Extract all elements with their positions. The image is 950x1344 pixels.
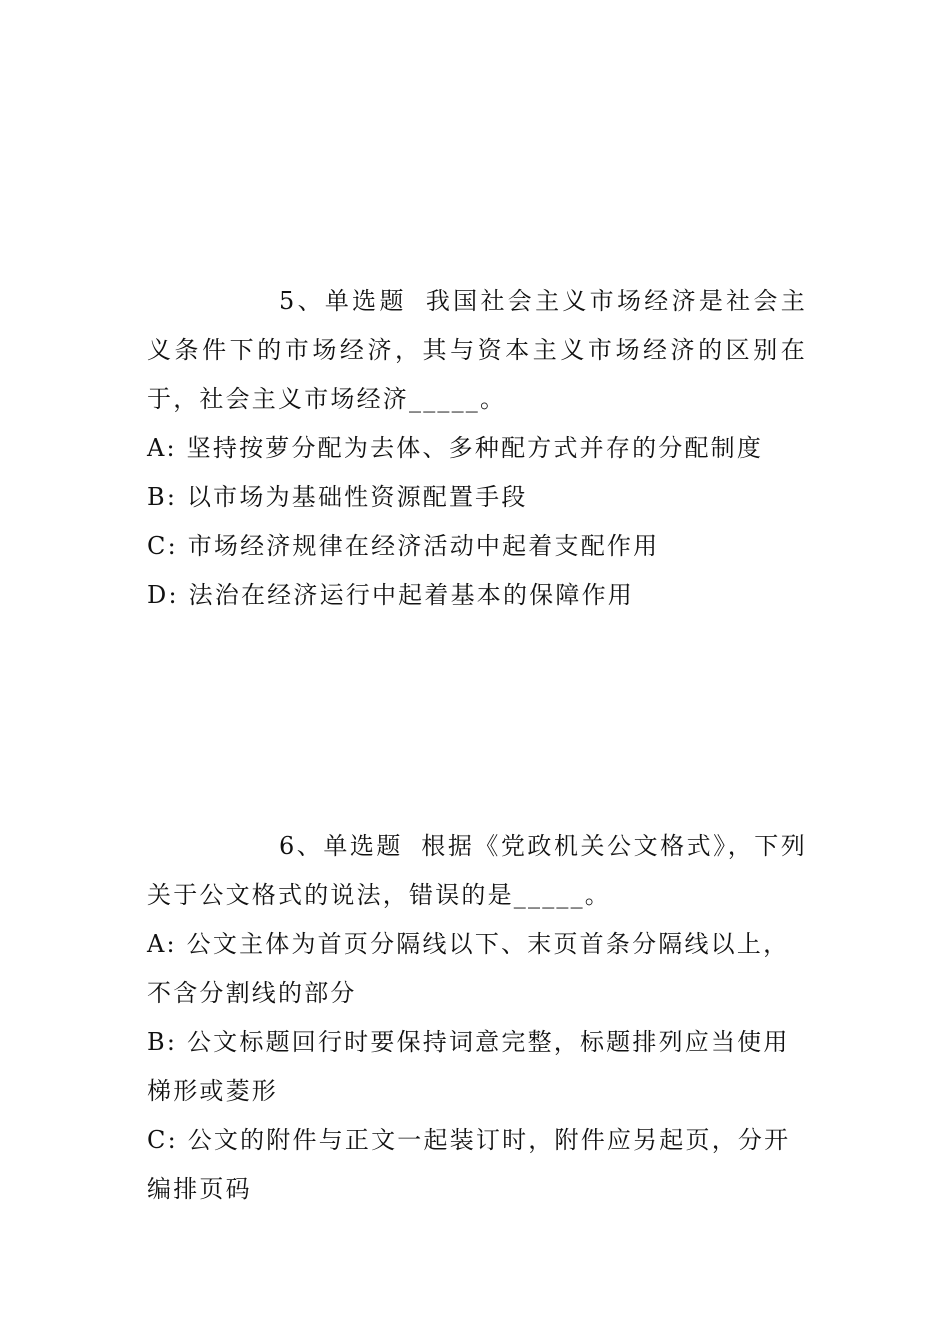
question-stem <box>147 277 807 424</box>
option-letter: A: <box>147 434 177 462</box>
option-text: 公文的附件与正文一起装订时，附件应另起页，分开编排页码 <box>147 1126 791 1203</box>
option-text: 坚持按萝分配为去体、多种配方式并存的分配制度 <box>186 434 764 462</box>
option-letter: C: <box>147 532 178 560</box>
option-text: 法治在经济运行中起着基本的保障作用 <box>188 581 634 609</box>
option-letter: B: <box>147 483 178 511</box>
question-text: 我国社会主义市场经济是社会主义条件下的市场经济，其与资本主义市场经济的区别在于，社会主义市场经济_____。 <box>147 287 807 413</box>
option-a <box>147 424 807 473</box>
question-stem <box>147 822 807 920</box>
option-letter: D: <box>147 581 179 609</box>
option-b <box>147 473 807 522</box>
option-letter: B: <box>147 1028 178 1056</box>
question-6 <box>147 822 807 1214</box>
option-text: 公文标题回行时要保持词意完整，标题排列应当使用梯形或菱形 <box>147 1028 790 1105</box>
option-letter: C: <box>147 1126 178 1154</box>
question-text: 根据《党政机关公文格式》，下列关于公文格式的说法，错误的是_____。 <box>147 832 807 909</box>
question-number-type: 6、单选题 <box>279 832 403 860</box>
option-text: 市场经济规律在经济活动中起着支配作用 <box>187 532 660 560</box>
question-5 <box>147 277 807 620</box>
option-b <box>147 1018 807 1116</box>
option-a <box>147 920 807 1018</box>
option-text: 以市场为基础性资源配置手段 <box>186 483 528 511</box>
question-number-type: 5、单选题 <box>279 287 407 315</box>
option-letter: A: <box>147 930 177 958</box>
option-c <box>147 522 807 571</box>
option-text: 公文主体为首页分隔线以下、末页首条分隔线以上，不含分割线的部分 <box>147 930 790 1007</box>
option-d <box>147 571 807 620</box>
option-c <box>147 1116 807 1214</box>
